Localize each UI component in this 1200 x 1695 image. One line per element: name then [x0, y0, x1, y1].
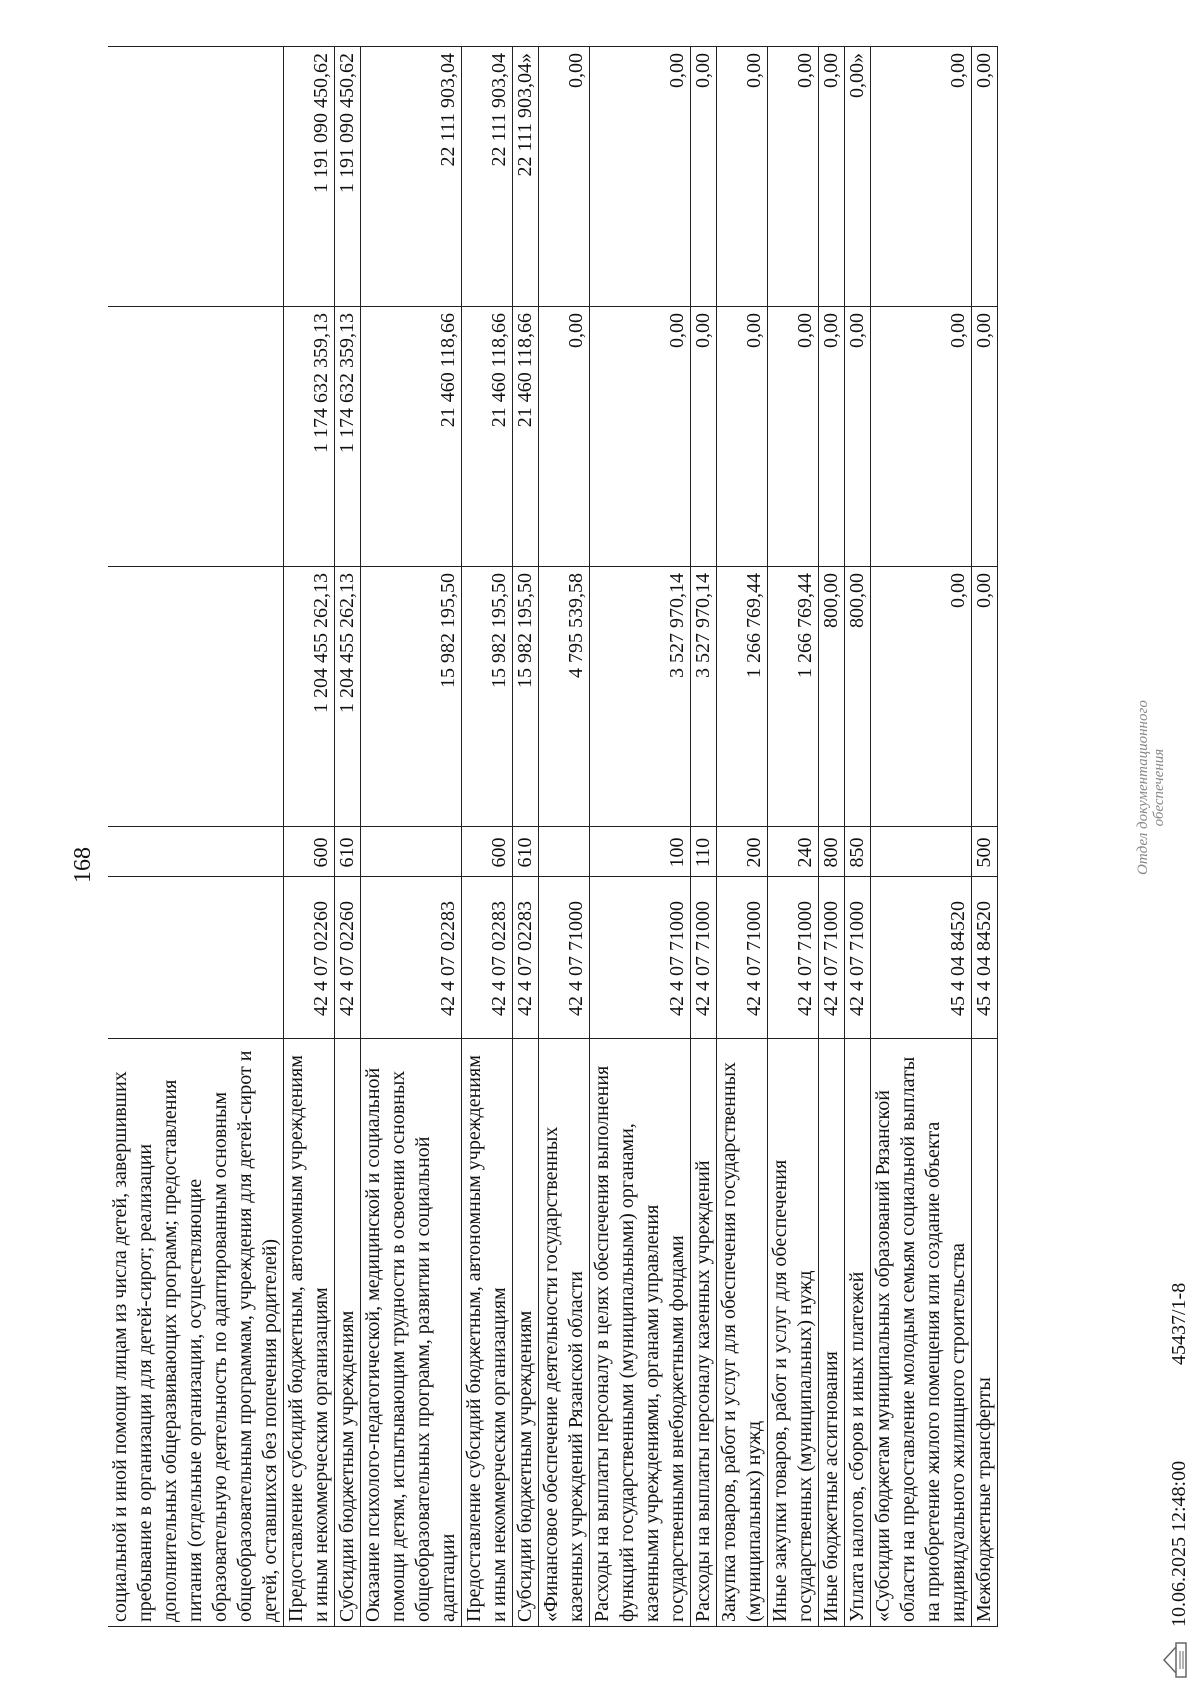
- row-amount-year3: 0,00: [972, 47, 998, 307]
- footer-date: 10.06.2025 12:48:00: [1168, 1460, 1190, 1627]
- budget-table: [108, 46, 998, 1627]
- row-amount-year3: 0,00»: [845, 47, 871, 307]
- table-row: [590, 47, 691, 1627]
- page-number: 168: [70, 847, 96, 883]
- row-amount-year2: 1 174 632 359,13: [284, 307, 335, 567]
- row-amount-year2: 0,00: [819, 307, 845, 567]
- row-vr-code: 850: [845, 827, 871, 877]
- row-csr-code: 45 4 04 84520: [972, 877, 998, 1039]
- row-vr-code: 600: [462, 827, 513, 877]
- row-amount-year2: 0,00: [972, 307, 998, 567]
- row-csr-code: [108, 877, 284, 1039]
- row-amount-year3: 0,00: [819, 47, 845, 307]
- row-amount-year1: 4 795 539,58: [539, 567, 590, 827]
- row-amount-year1: 800,00: [845, 567, 871, 827]
- row-amount-year3: 0,00: [691, 47, 717, 307]
- footer-stamp: [1135, 700, 1167, 875]
- table-row: [539, 47, 590, 1627]
- row-csr-code: 42 4 07 02283: [462, 877, 513, 1039]
- row-description: Оказание психолого-педагогической, медицинской и социальной помощи детям, испытывающим трудности в освоении основных общеобразовательных программ, развитии и социальной адаптации: [361, 1039, 462, 1627]
- row-amount-year3: 0,00: [590, 47, 691, 307]
- row-description: Субсидии бюджетным учреждениям: [335, 1039, 361, 1627]
- row-amount-year3: 0,00: [768, 47, 819, 307]
- row-amount-year1: 15 982 195,50: [462, 567, 513, 827]
- row-amount-year2: 0,00: [871, 307, 972, 567]
- table-row: [972, 47, 998, 1627]
- row-description: Иные бюджетные ассигнования: [819, 1039, 845, 1627]
- row-vr-code: 240: [768, 827, 819, 877]
- row-amount-year2: 21 460 118,66: [462, 307, 513, 567]
- row-amount-year3: 1 191 090 450,62: [335, 47, 361, 307]
- row-amount-year3: 0,00: [871, 47, 972, 307]
- row-amount-year1: 3 527 970,14: [691, 567, 717, 827]
- table-row: [691, 47, 717, 1627]
- row-csr-code: 42 4 07 71000: [590, 877, 691, 1039]
- row-csr-code: 45 4 04 84520: [871, 877, 972, 1039]
- table-row: [768, 47, 819, 1627]
- row-description: Расходы на выплаты персоналу в целях обеспечения выполнения функций государственными (муниципальными) органами, казенными учреждениями, органами управления государственными внебюджетными фондами: [590, 1039, 691, 1627]
- row-amount-year1: 800,00: [819, 567, 845, 827]
- row-amount-year3: 22 111 903,04: [361, 47, 462, 307]
- row-vr-code: 500: [972, 827, 998, 877]
- row-amount-year3: 0,00: [539, 47, 590, 307]
- row-amount-year3: 22 111 903,04»: [513, 47, 539, 307]
- row-csr-code: 42 4 07 02260: [284, 877, 335, 1039]
- row-description: Иные закупки товаров, работ и услуг для обеспечения государственных (муниципальных) нужд: [768, 1039, 819, 1627]
- row-description: Предоставление субсидий бюджетным, автономным учреждениям и иным некоммерческим организациям: [462, 1039, 513, 1627]
- row-csr-code: 42 4 07 02283: [513, 877, 539, 1039]
- table-row: [819, 47, 845, 1627]
- row-description: «Субсидии бюджетам муниципальных образований Рязанской области на предоставление молодым семьям социальной выплаты на приобретение жилого помещения или создание объекта индивидуального жилищного строительства: [871, 1039, 972, 1627]
- row-csr-code: 42 4 07 71000: [819, 877, 845, 1039]
- row-amount-year1: 0,00: [871, 567, 972, 827]
- table-row: [335, 47, 361, 1627]
- row-vr-code: 800: [819, 827, 845, 877]
- row-amount-year3: [108, 47, 284, 307]
- row-description: Предоставление субсидий бюджетным, автономным учреждениям и иным некоммерческим организациям: [284, 1039, 335, 1627]
- footer-document-code: 45437/1-8: [1168, 1282, 1190, 1365]
- table-row: [871, 47, 972, 1627]
- row-vr-code: [361, 827, 462, 877]
- table-row: [462, 47, 513, 1627]
- row-vr-code: 110: [691, 827, 717, 877]
- stamp-line: обеспечения: [1151, 748, 1167, 827]
- row-amount-year1: 1 266 769,44: [768, 567, 819, 827]
- row-csr-code: 42 4 07 71000: [768, 877, 819, 1039]
- table-row: [361, 47, 462, 1627]
- row-amount-year3: 0,00: [717, 47, 768, 307]
- row-csr-code: 42 4 07 71000: [539, 877, 590, 1039]
- row-amount-year1: 1 204 455 262,13: [284, 567, 335, 827]
- row-amount-year1: 0,00: [972, 567, 998, 827]
- table-row: [108, 47, 284, 1627]
- row-amount-year1: 15 982 195,50: [513, 567, 539, 827]
- row-amount-year2: 0,00: [717, 307, 768, 567]
- row-vr-code: [108, 827, 284, 877]
- row-amount-year2: 21 460 118,66: [513, 307, 539, 567]
- row-amount-year2: 0,00: [845, 307, 871, 567]
- row-amount-year1: 3 527 970,14: [590, 567, 691, 827]
- row-amount-year3: 1 191 090 450,62: [284, 47, 335, 307]
- table-row: [717, 47, 768, 1627]
- row-amount-year2: 0,00: [539, 307, 590, 567]
- row-description: Закупка товаров, работ и услуг для обеспечения государственных (муниципальных) нужд: [717, 1039, 768, 1627]
- row-amount-year3: 22 111 903,04: [462, 47, 513, 307]
- row-amount-year2: 0,00: [768, 307, 819, 567]
- table-row: [845, 47, 871, 1627]
- row-vr-code: 600: [284, 827, 335, 877]
- row-vr-code: [871, 827, 972, 877]
- row-vr-code: [539, 827, 590, 877]
- row-csr-code: 42 4 07 71000: [717, 877, 768, 1039]
- row-vr-code: 100: [590, 827, 691, 877]
- row-csr-code: 42 4 07 02260: [335, 877, 361, 1039]
- stamp-line: Отдел документационного: [1135, 700, 1151, 875]
- row-vr-code: 610: [335, 827, 361, 877]
- logo-icon: [1160, 1637, 1190, 1683]
- row-amount-year1: 1 266 769,44: [717, 567, 768, 827]
- row-vr-code: 610: [513, 827, 539, 877]
- row-description: Уплата налогов, сборов и иных платежей: [845, 1039, 871, 1627]
- row-amount-year2: 21 460 118,66: [361, 307, 462, 567]
- row-description: Расходы на выплаты персоналу казенных учреждений: [691, 1039, 717, 1627]
- row-csr-code: 42 4 07 71000: [845, 877, 871, 1039]
- table-row: [284, 47, 335, 1627]
- row-vr-code: 200: [717, 827, 768, 877]
- row-description: «Финансовое обеспечение деятельности государственных казенных учреждений Рязанской области: [539, 1039, 590, 1627]
- row-description: Межбюджетные трансферты: [972, 1039, 998, 1627]
- row-amount-year2: 1 174 632 359,13: [335, 307, 361, 567]
- row-amount-year2: 0,00: [691, 307, 717, 567]
- row-csr-code: 42 4 07 02283: [361, 877, 462, 1039]
- row-description: Субсидии бюджетным учреждениям: [513, 1039, 539, 1627]
- row-amount-year1: [108, 567, 284, 827]
- table-row: [513, 47, 539, 1627]
- row-amount-year1: 1 204 455 262,13: [335, 567, 361, 827]
- row-amount-year2: [108, 307, 284, 567]
- row-csr-code: 42 4 07 71000: [691, 877, 717, 1039]
- row-amount-year1: 15 982 195,50: [361, 567, 462, 827]
- row-amount-year2: 0,00: [590, 307, 691, 567]
- row-description: социальной и иной помощи лицам из числа детей, завершивших пребывание в организации для детей-сирот; реализации дополнительных общеразвивающих программ; предоставления питания (отдельные организации, осуществляющие образовательную деятельность по адаптированным основным общеобразовательным программам, учреждения для детей-сирот и детей, оставшихся без попечения родителей): [108, 1039, 284, 1627]
